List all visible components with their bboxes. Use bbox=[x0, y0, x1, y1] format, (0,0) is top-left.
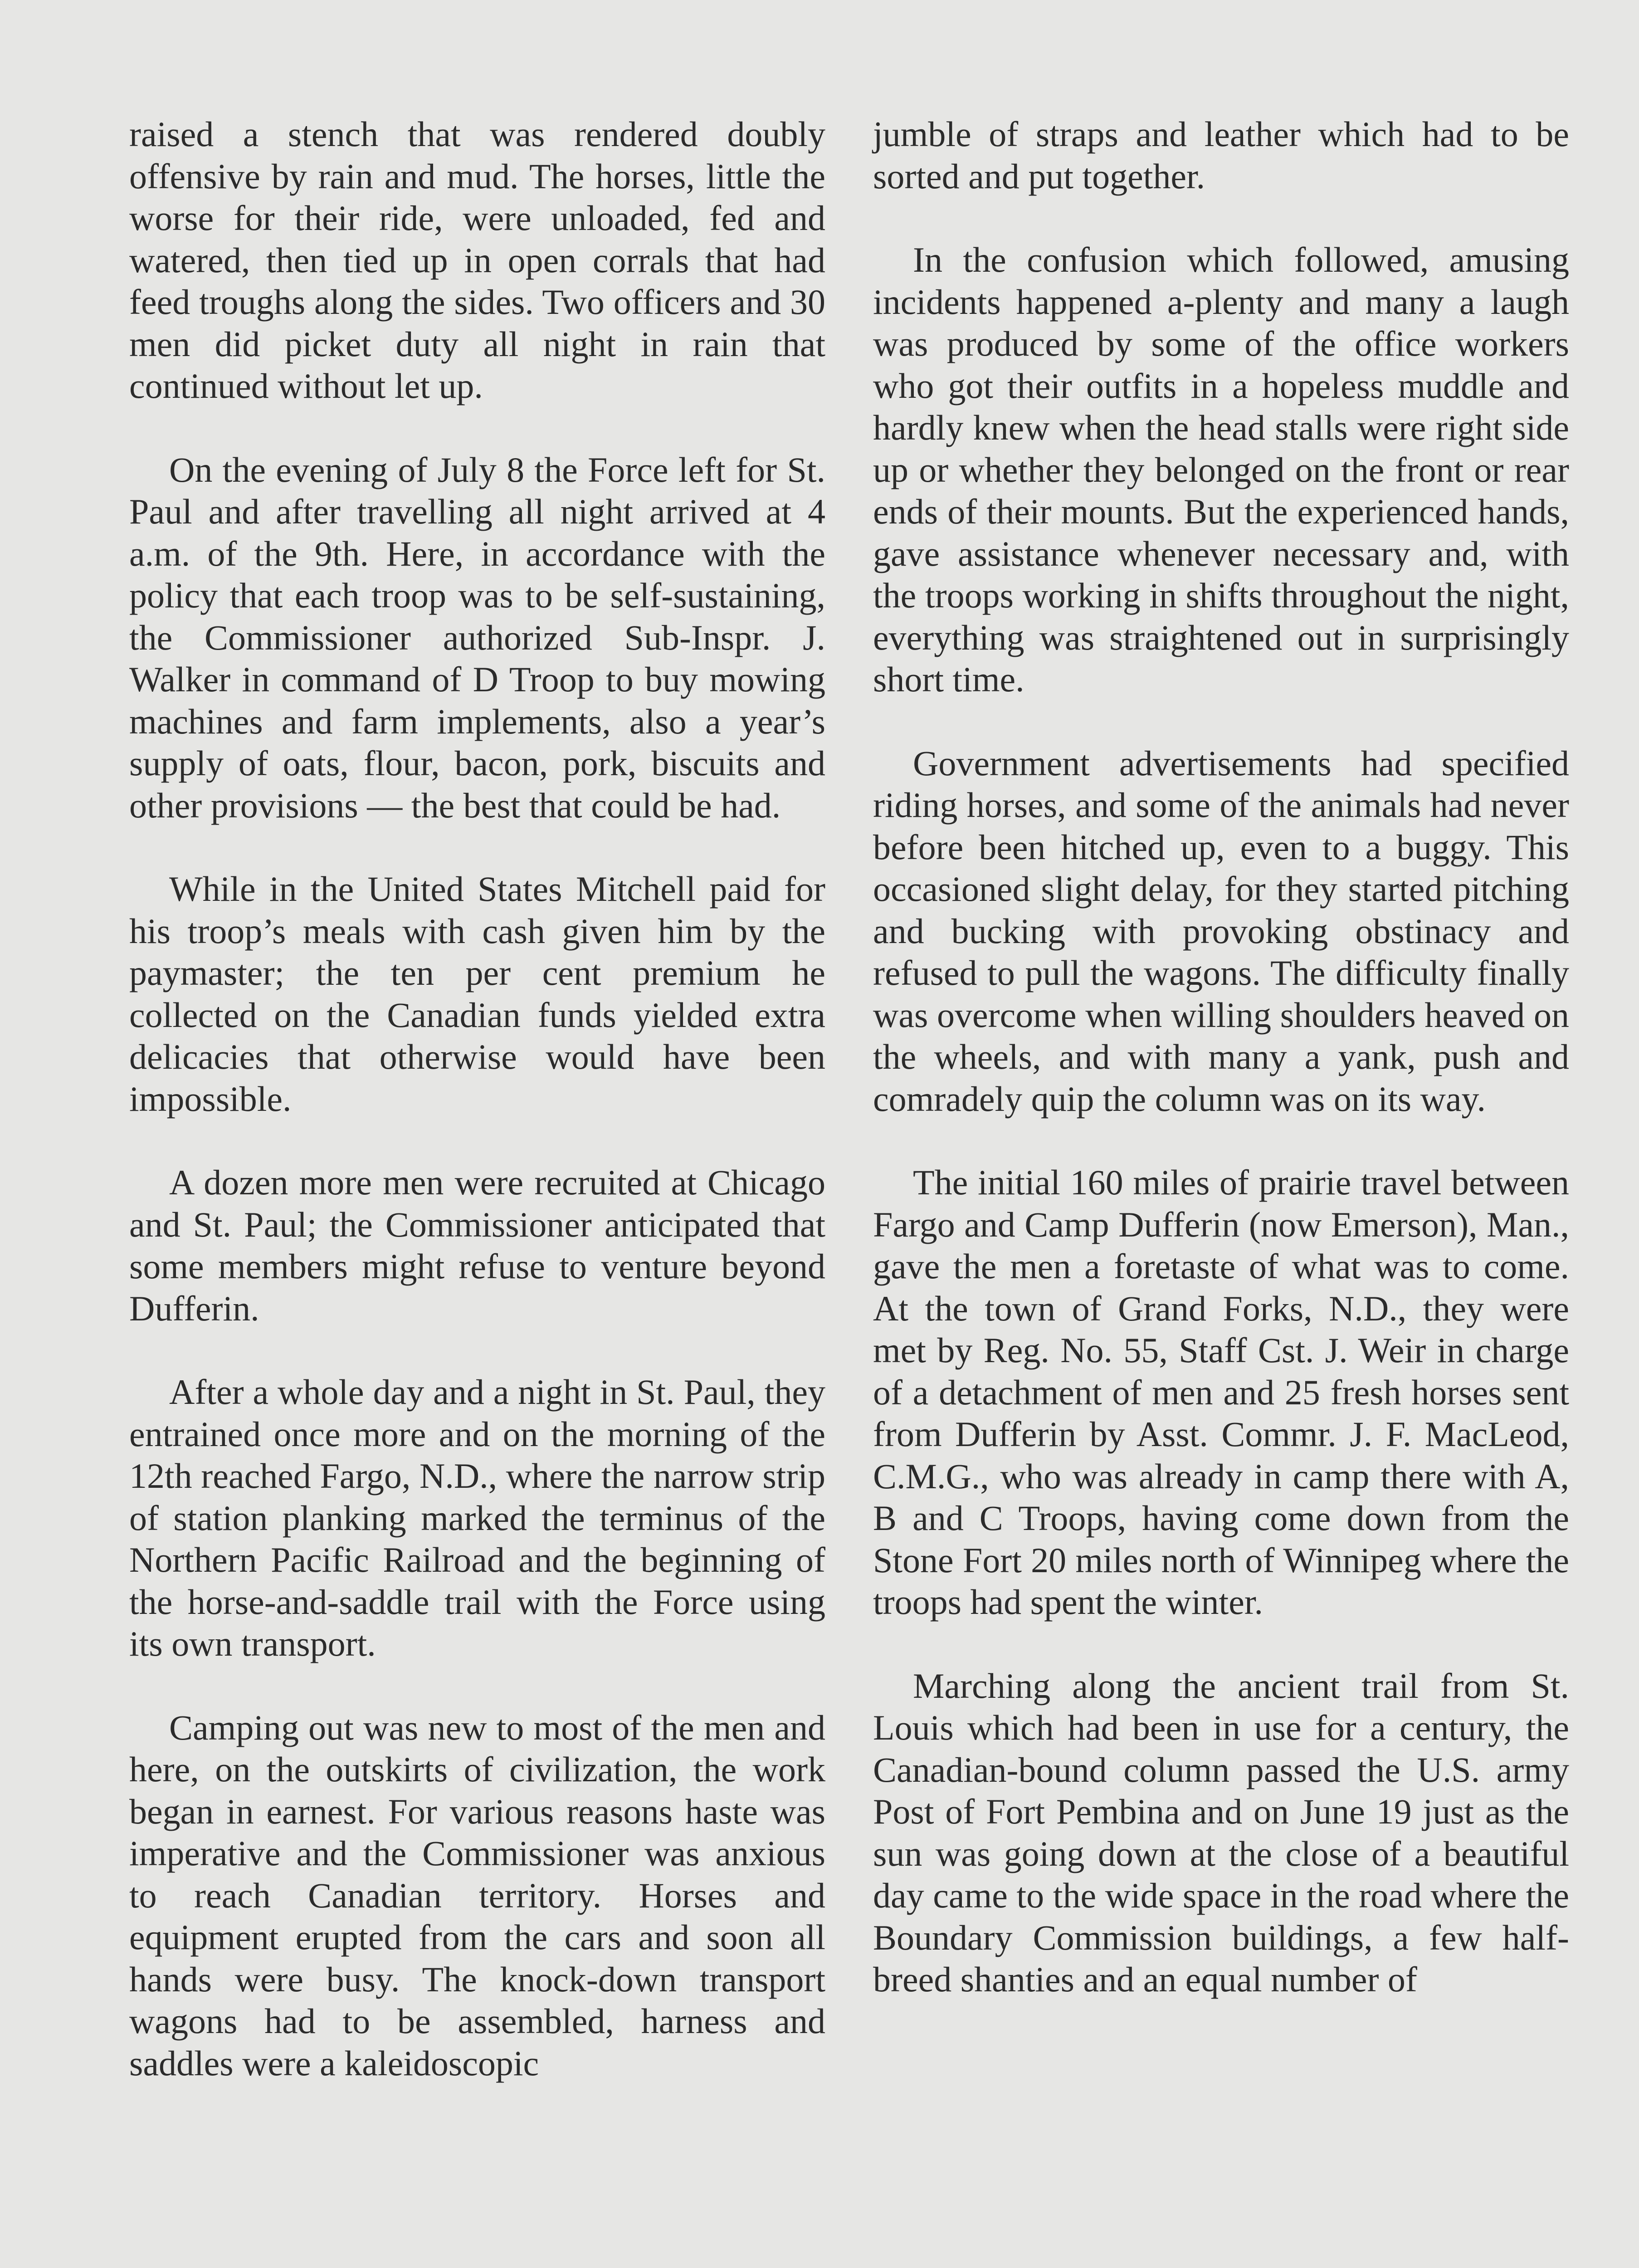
paragraph: Government advertisements had specified riding horses, and some of the animals had never before been hitched up, even to a buggy. This occasioned slight delay, for they started pitching and bucking with provoking obstinacy and refused to pull the wagons. The difficulty finally was overcome when willing shoulders heaved on the wheels, and with many a yank, push and comradely quip the column was on its way. bbox=[873, 743, 1569, 1119]
paragraph: In the confusion which followed, amusing incidents happened a-plenty and many a laugh was produced by some of the office workers who got their outfits in a hopeless muddle and hardly knew when the head stalls were right side up or whether they belonged on the front or rear ends of their mounts. But the experienced hands, gave assistance whenever necessary and, with the troops working in shifts throughout the night, everything was straightened out in surprisingly short time. bbox=[873, 240, 1569, 699]
paragraph: While in the United States Mitchell paid for his troop’s meals with cash given him by the paymaster; the ten per cent premium he collected on the Canadian funds yielded extra delicacies that otherwise would have been impossible. bbox=[129, 869, 825, 1119]
paragraph: raised a stench that was rendered doubly offensive by rain and mud. The horses, little the worse for their ride, were unloaded, fed and watered, then tied up in open corrals that had feed troughs along the sides. Two officers and 30 men did picket duty all night in rain that continued without let up. bbox=[129, 114, 825, 406]
paragraph: The initial 160 miles of prairie travel between Fargo and Camp Dufferin (now Emerson), Man., gave the men a foretaste of what was to come. At the town of Grand Forks, N.D., they were met by Reg. No. 55, Staff Cst. J. Weir in charge of a detachment of men and 25 fresh horses sent from Dufferin by Asst. Commr. J. F. MacLeod, C.M.G., who was already in camp there with A, B and C Troops, having come down from the Stone Fort 20 miles north of Winnipeg where the troops had spent the winter. bbox=[873, 1163, 1569, 1622]
paragraph: On the evening of July 8 the Force left for St. Paul and after travelling all night arrived at 4 a.m. of the 9th. Here, in accordance with the policy that each troop was to be self-sustaining, the Commissioner authorized Sub-Inspr. J. Walker in command of D Troop to buy mowing machines and farm implements, also a year’s supply of oats, flour, bacon, pork, biscuits and other provisions — the best that could be had. bbox=[129, 450, 825, 825]
paragraph: After a whole day and a night in St. Paul, they entrained once more and on the morning of the 12th reached Fargo, N.D., where the narrow strip of station planking marked the terminus of the Northern Pacific Railroad and the beginning of the horse-and-saddle trail with the Force using its own transport. bbox=[129, 1372, 825, 1663]
paragraph: jumble of straps and leather which had to be sorted and put together. bbox=[873, 114, 1569, 196]
paragraph: Camping out was new to most of the men and here, on the outskirts of civilization, the work began in earnest. For various reasons haste was imperative and the Commissioner was anxious to reach Canadian territory. Horses and equipment erupted from the cars and soon all hands were busy. The knock-down transport wagons had to be assembled, harness and saddles were a kaleidoscopic bbox=[129, 1707, 825, 2083]
left-column bbox=[129, 113, 825, 2126]
right-column bbox=[873, 113, 1569, 2043]
paragraph: Marching along the ancient trail from St. Louis which had been in use for a century, the Canadian-bound column passed the U.S. army Post of Fort Pembina and on June 19 just as the sun was going down at the close of a beautiful day came to the wide space in the road where the Boundary Commission buildings, a few half-breed shanties and an equal number of bbox=[873, 1666, 1569, 1999]
paragraph: A dozen more men were recruited at Chicago and St. Paul; the Commissioner anticipated that some members might refuse to venture beyond Dufferin. bbox=[129, 1163, 825, 1328]
